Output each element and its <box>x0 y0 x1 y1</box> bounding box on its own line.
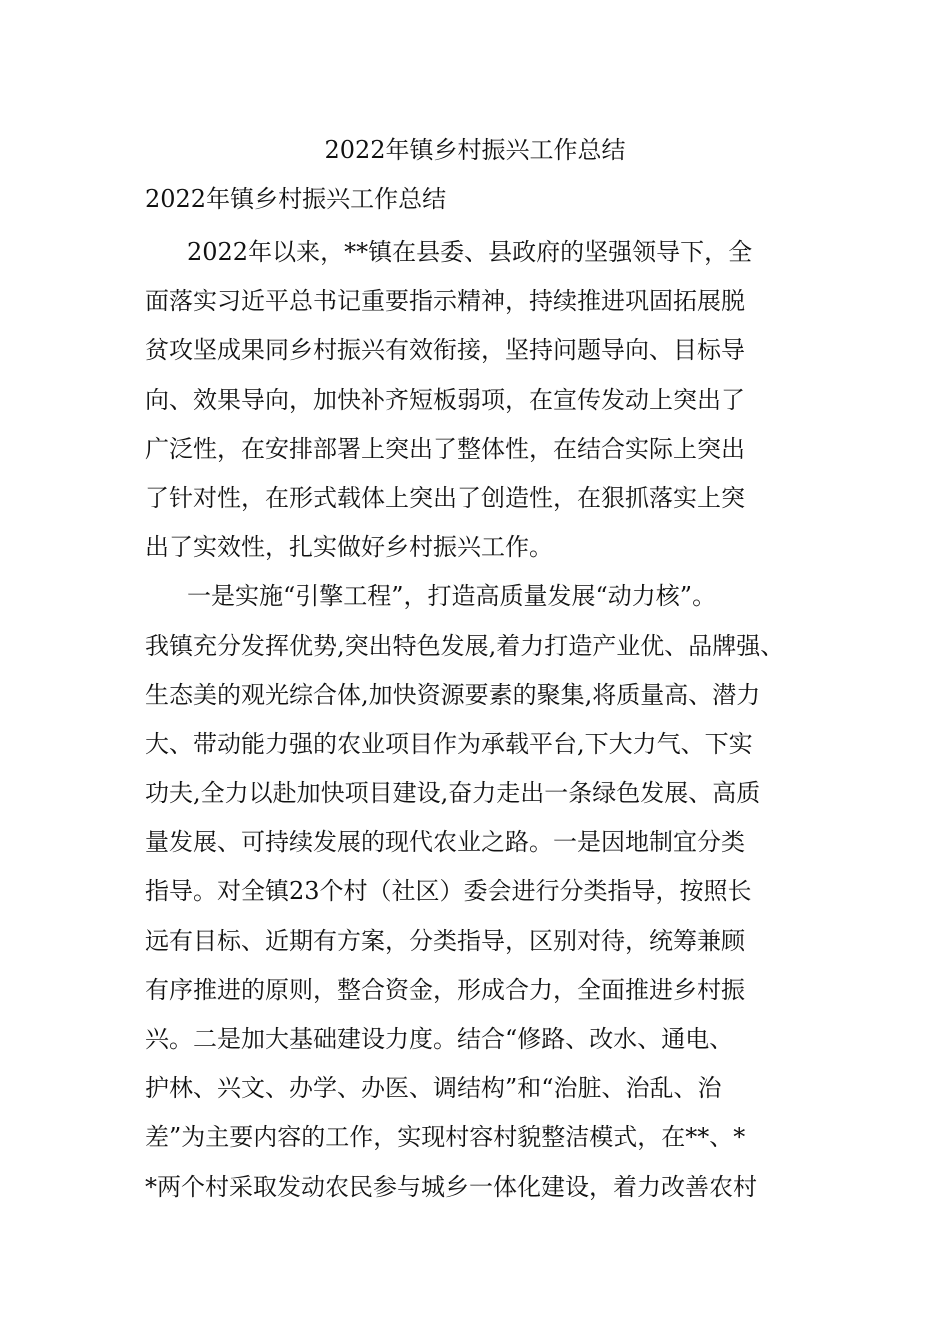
text-line: 面落实习近平总书记重要指示精神，持续推进巩固拓展脱 <box>145 287 745 316</box>
text-line: 功夫,全力以赴加快项目建设,奋力走出一条绿色发展、高质 <box>145 779 761 808</box>
text-line: 兴。二是加大基础建设力度。结合“修路、改水、通电、 <box>145 1025 734 1053</box>
text-line: 贫攻坚成果同乡村振兴有效衔接，坚持问题导向、目标导 <box>145 336 745 365</box>
text-line: 护林、兴文、办学、办医、调结构”和“治脏、治乱、治 <box>145 1074 722 1103</box>
text-line: 2022年以来，**镇在县委、县政府的坚强领导下，全 <box>187 238 753 266</box>
text-line: 指导。对全镇23个村（社区）委会进行分类指导，按照长 <box>145 877 752 906</box>
text-line: 生态美的观光综合体,加快资源要素的聚集,将质量高、潜力 <box>145 680 761 709</box>
text-line: 有序推进的原则，整合资金，形成合力，全面推进乡村振 <box>145 975 745 1004</box>
text-line: 广泛性，在安排部署上突出了整体性，在结合实际上突出 <box>145 434 745 463</box>
text-line: *两个村采取发动农民参与城乡一体化建设，着力改善农村 <box>145 1172 757 1201</box>
text-line: 一是实施“引擎工程”，打造高质量发展“动力核”。 <box>187 582 717 611</box>
document-title: 2022年镇乡村振兴工作总结 <box>324 136 626 164</box>
text-line: 我镇充分发挥优势,突出特色发展,着力打造产业优、品牌强、 <box>145 631 785 660</box>
document-subtitle: 2022年镇乡村振兴工作总结 <box>145 185 447 213</box>
text-line: 远有目标、近期有方案，分类指导，区别对待，统筹兼顾 <box>145 926 745 955</box>
paragraph-intro <box>145 228 835 572</box>
text-line: 出了实效性，扎实做好乡村振兴工作。 <box>145 533 553 562</box>
text-line: 向、效果导向，加快补齐短板弱项，在宣传发动上突出了 <box>145 385 745 414</box>
text-line: 量发展、可持续发展的现代农业之路。一是因地制宜分类 <box>145 828 745 857</box>
paragraph-engine-project <box>145 572 835 1211</box>
text-line: 大、带动能力强的农业项目作为承载平台,下大力气、下实 <box>145 729 753 758</box>
document-body <box>145 228 835 1212</box>
text-line: 差”为主要内容的工作，实现村容村貌整洁模式，在**、* <box>145 1123 746 1152</box>
text-line: 了针对性，在形式载体上突出了创造性，在狠抓落实上突 <box>145 483 745 512</box>
